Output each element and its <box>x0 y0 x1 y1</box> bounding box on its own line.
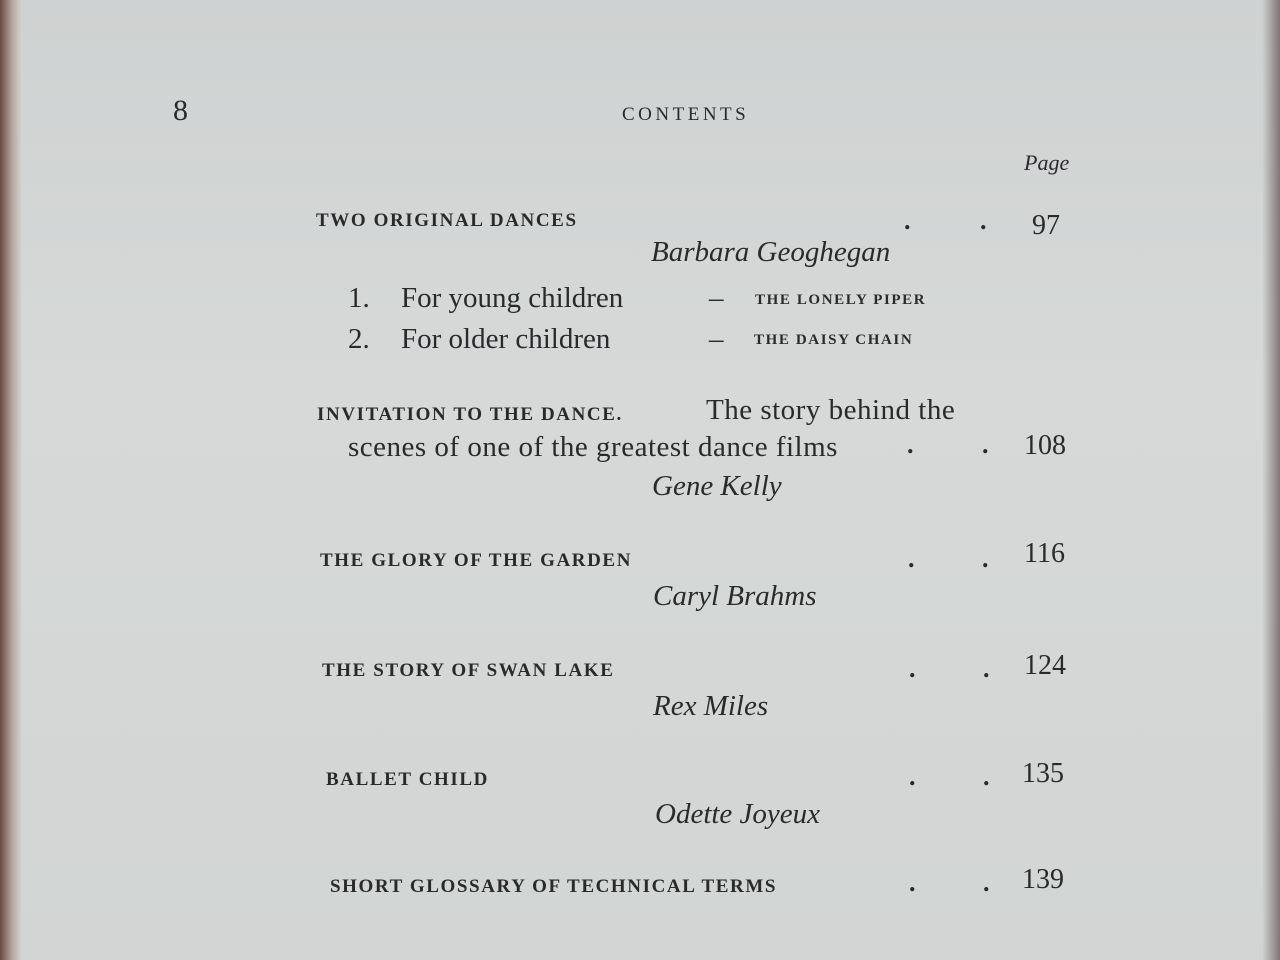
entry-page-number: 116 <box>1024 538 1065 569</box>
leader-dot: . <box>983 654 990 683</box>
leader-dot: . <box>907 430 914 459</box>
sub-item-dash: – <box>709 323 724 355</box>
entry-author: Caryl Brahms <box>653 580 817 612</box>
entry-author: Gene Kelly <box>652 470 782 502</box>
leader-dot: . <box>909 868 916 897</box>
leader-dot: . <box>982 544 989 573</box>
entry-title: SHORT GLOSSARY OF TECHNICAL TERMS <box>330 876 778 897</box>
sub-item-dash: – <box>709 282 724 314</box>
sub-item-title: For young children <box>401 282 624 314</box>
sub-item-title: For older children <box>401 323 611 355</box>
sub-item-number: 1. <box>348 282 370 314</box>
leader-dot: . <box>909 762 916 791</box>
entry-page-number: 124 <box>1024 650 1066 681</box>
entry-page-number: 135 <box>1022 758 1064 789</box>
entry-title: TWO ORIGINAL DANCES <box>316 210 578 231</box>
entry-page-number: 139 <box>1022 864 1064 895</box>
entry-author: Barbara Geoghegan <box>651 236 891 268</box>
entry-title: BALLET CHILD <box>326 769 489 790</box>
sub-item-subtitle: THE LONELY PIPER <box>755 292 927 308</box>
page-column-label: Page <box>1024 150 1070 175</box>
entry-author: Odette Joyeux <box>655 798 821 830</box>
entry-title: THE STORY OF SWAN LAKE <box>322 660 615 681</box>
leader-dot: . <box>908 544 915 573</box>
page-number: 8 <box>173 94 188 127</box>
entry-title-line-2: scenes of one of the greatest dance films <box>348 431 838 463</box>
entry-page-number: 97 <box>1032 210 1060 241</box>
leader-dot: . <box>982 430 989 459</box>
running-head: CONTENTS <box>622 104 750 125</box>
leader-dot: . <box>983 762 990 791</box>
leader-dot: . <box>983 868 990 897</box>
sub-item-number: 2. <box>348 323 370 355</box>
leader-dot: . <box>904 206 911 235</box>
entry-title: THE GLORY OF THE GARDEN <box>320 550 633 571</box>
leader-dot: . <box>980 206 987 235</box>
entry-title-continued: The story behind the <box>706 394 956 426</box>
page-edge-shadow <box>1262 0 1280 960</box>
book-page <box>22 0 1280 960</box>
entry-title: INVITATION TO THE DANCE. <box>317 404 623 425</box>
entry-author: Rex Miles <box>653 690 769 722</box>
sub-item-subtitle: THE DAISY CHAIN <box>754 332 914 348</box>
entry-page-number: 108 <box>1024 430 1066 461</box>
leader-dot: . <box>909 654 916 683</box>
